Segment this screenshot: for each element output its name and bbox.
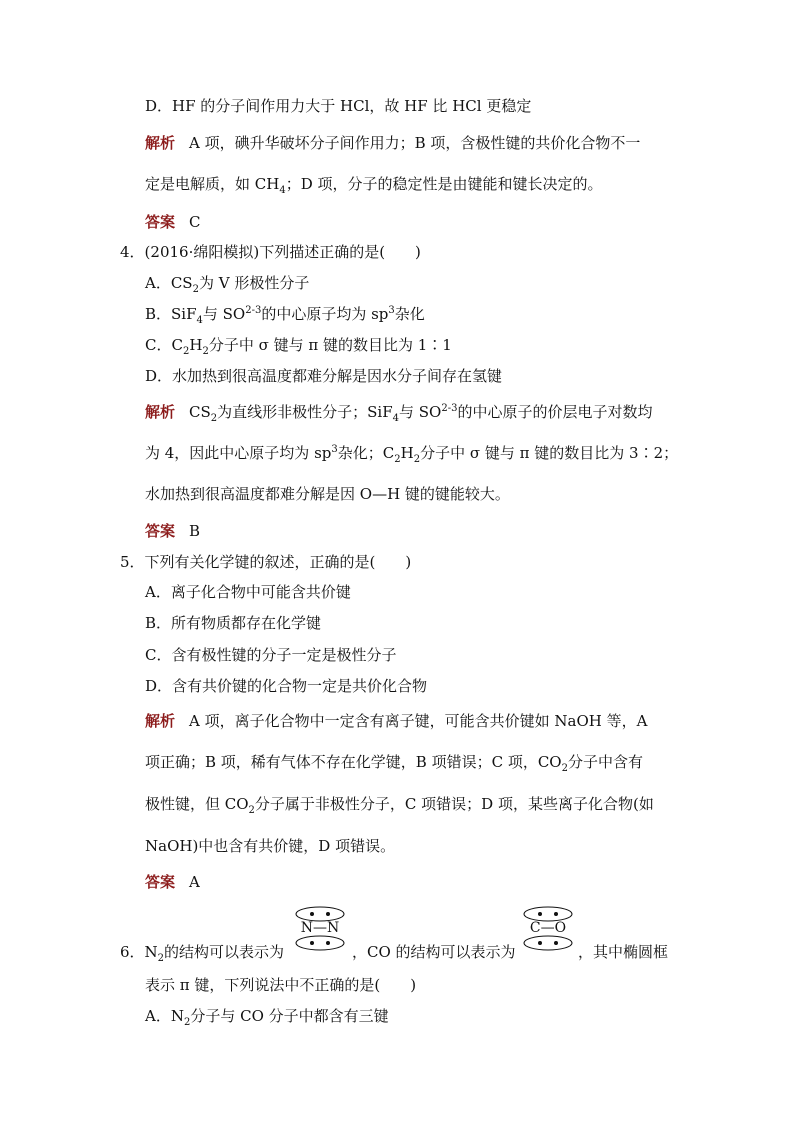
text-fragment: 为直线形非极性分子；SiF: [217, 403, 393, 421]
text-fragment: 4: [392, 413, 400, 424]
text-fragment: 分子属于非极性分子，C 项错误；D 项，某些离子化合物(如: [254, 795, 654, 813]
answer-line: [145, 212, 201, 232]
q4-option-a: [145, 273, 309, 293]
question-6-stem-line2: 表示 π 键，下列说法中不正确的是( ): [145, 976, 417, 994]
question-6-stem-part2: ，CO 的结构可以表示为: [352, 943, 516, 961]
q5-answer-line: [145, 872, 200, 892]
analysis-line: [145, 174, 603, 194]
text-fragment: A 项，离子化合物中一定含有离子键，可能含共价键如 NaOH 等，A: [189, 712, 648, 730]
analysis-label: 解析: [145, 403, 176, 421]
q5-analysis-line: [145, 752, 643, 772]
option-d: D．HF 的分子间作用力大于 HCl，故 HF 比 HCl 更稳定: [145, 97, 532, 115]
analysis-label: 解析: [145, 134, 176, 152]
text-fragment: 2: [157, 953, 165, 964]
q4-option-b: [145, 304, 425, 324]
text-fragment: A．CS: [145, 274, 193, 292]
text-fragment: CS: [189, 403, 211, 421]
n2-structure-label: N—N: [300, 920, 340, 936]
text-fragment: 项正确；B 项，稀有气体不存在化学键，B 项错误；C 项，CO: [145, 753, 562, 771]
q5-analysis-line: NaOH)中也含有共价键，D 项错误。: [145, 837, 396, 855]
question-6-stem-part1: [120, 942, 284, 962]
answer-label: 答案: [145, 213, 176, 231]
answer-value: C: [189, 213, 201, 231]
q5-analysis-line: [145, 711, 647, 731]
n2-structure-diagram: [294, 905, 346, 953]
analysis-text: ；D 项，分子的稳定性是由键能和键长决定的。: [285, 175, 603, 193]
text-fragment: 3: [388, 305, 395, 316]
q4-answer-line: [145, 521, 200, 541]
text-fragment: C．C: [145, 336, 183, 354]
text-fragment: 4: [196, 315, 203, 326]
analysis-text: 定是电解质，如 CH: [145, 175, 280, 193]
text-fragment: 分子中 σ 键与 π 键的数目比为 3∶2；: [420, 444, 679, 462]
text-fragment: 与 SO: [399, 403, 442, 421]
analysis-line: [145, 133, 640, 153]
q4-option-c: [145, 335, 452, 355]
text-fragment: 2: [192, 284, 199, 295]
text-fragment: 杂化；C: [337, 444, 395, 462]
text-fragment: 2: [210, 413, 218, 424]
text-fragment: 分子中 σ 键与 π 键的数目比为 1∶1: [208, 336, 452, 354]
text-fragment: 极性键，但 CO: [145, 795, 249, 813]
q4-option-d: D．水加热到很高温度都难分解是因水分子间存在氢键: [145, 367, 503, 385]
text-fragment: 2-3: [245, 305, 262, 316]
text-fragment: 2: [202, 346, 209, 357]
q5-option-b: B．所有物质都存在化学键: [145, 614, 322, 632]
co-structure-diagram: [522, 905, 574, 953]
question-6-stem-part3: ，其中椭圆框: [578, 943, 669, 961]
text-fragment: 3: [331, 444, 338, 455]
co-structure-label: C—O: [529, 920, 567, 936]
answer-label: 答案: [145, 522, 176, 540]
q5-analysis-line: [145, 794, 654, 814]
text-fragment: 杂化: [394, 305, 425, 323]
text-fragment: 分子中含有: [567, 753, 643, 771]
text-fragment: B．SiF: [145, 305, 197, 323]
analysis-label: 解析: [145, 712, 176, 730]
text-fragment: 与 SO: [202, 305, 246, 323]
text-fragment: 的中心原子的价层电子对数均: [457, 403, 653, 421]
text-fragment: 为 V 形极性分子: [198, 274, 310, 292]
text-fragment: H: [400, 444, 414, 462]
text-fragment: 2: [248, 805, 255, 816]
q5-option-a: A．离子化合物中可能含共价键: [145, 583, 351, 601]
text-fragment: 2: [413, 454, 421, 465]
text-fragment: 2: [561, 763, 568, 774]
text-fragment: A．N: [145, 1007, 184, 1025]
text-fragment: 6．N: [120, 943, 158, 961]
text-fragment: 2: [182, 346, 190, 357]
answer-value: A: [189, 873, 200, 891]
q4-analysis-line: 水加热到很高温度都难分解是因 O—H 键的键能较大。: [145, 485, 510, 503]
question-5-stem: 5．下列有关化学键的叙述，正确的是( ): [120, 553, 412, 571]
text-fragment: 2-3: [441, 403, 458, 414]
q5-option-d: D．含有共价键的化合物一定是共价化合物: [145, 677, 428, 695]
analysis-text: A 项，碘升华破坏分子间作用力；B 项，含极性键的共价化合物不一: [189, 134, 641, 152]
text-fragment: 2: [183, 1017, 191, 1028]
text-fragment: 2: [394, 454, 401, 465]
q4-analysis-line: [145, 443, 678, 463]
text-fragment: 的结构可以表示为: [164, 943, 285, 961]
question-4-stem: 4．(2016·绵阳模拟)下列描述正确的是( ): [120, 243, 421, 261]
q6-option-a: [145, 1006, 389, 1026]
text-fragment: 的中心原子均为 sp: [261, 305, 389, 323]
subscript: 4: [279, 185, 286, 196]
text-fragment: 分子与 CO 分子中都含有三键: [190, 1007, 389, 1025]
q4-analysis-line: [145, 402, 652, 422]
text-fragment: H: [189, 336, 203, 354]
text-fragment: 为 4，因此中心原子均为 sp: [145, 444, 332, 462]
answer-label: 答案: [145, 873, 176, 891]
answer-value: B: [189, 522, 201, 540]
q5-option-c: C．含有极性键的分子一定是极性分子: [145, 646, 397, 664]
